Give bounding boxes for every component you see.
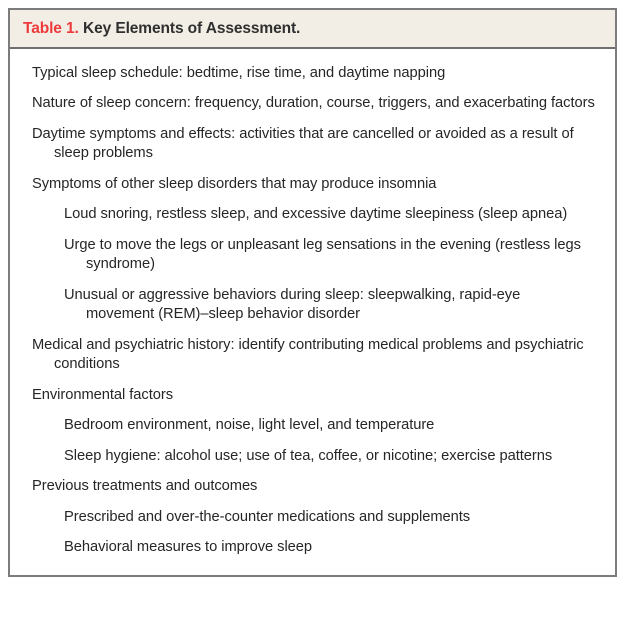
table-item-row: Typical sleep schedule: bedtime, rise time, and daytime napping	[32, 64, 446, 81]
table-caption	[23, 20, 602, 38]
table-subitem-row: Unusual or aggressive behaviors during sleep: sleepwalking, rapid-eye movement (REM)–sleep behavior disorder	[64, 286, 521, 322]
table-subitem-row: Bedroom environment, noise, light level, and temperature	[64, 417, 435, 433]
table-body	[10, 49, 615, 575]
table-subitem-row: Loud snoring, restless sleep, and excessive daytime sleepiness (sleep apnea)	[64, 206, 568, 222]
table-item-row: Environmental factors	[32, 386, 173, 403]
table-caption-header	[10, 10, 615, 49]
table-item-row: Previous treatments and outcomes	[32, 478, 258, 494]
table-subitem-row: Prescribed and over-the-counter medications and supplements	[64, 508, 471, 525]
table-item-row: Nature of sleep concern: frequency, duration, course, triggers, and exacerbating factors	[32, 95, 595, 111]
table-item-row: Daytime symptoms and effects: activities that are cancelled or avoided as a result of sleep problems	[32, 125, 574, 161]
table-item-row: Medical and psychiatric history: identify contributing medical problems and psychiatric conditions	[32, 336, 584, 372]
table-container	[8, 8, 617, 577]
table-item-row: Symptoms of other sleep disorders that may produce insomnia	[32, 175, 437, 192]
table-number-label: Table 1.	[23, 20, 79, 37]
table-subitem-row: Urge to move the legs or unpleasant leg sensations in the evening (restless legs syndrome)	[64, 236, 581, 272]
table-subitem-row: Behavioral measures to improve sleep	[64, 539, 313, 555]
table-1	[8, 8, 617, 577]
table-subitem-row: Sleep hygiene: alcohol use; use of tea, coffee, or nicotine; exercise patterns	[64, 447, 553, 464]
page-title: Key Elements of Assessment.	[83, 20, 301, 37]
